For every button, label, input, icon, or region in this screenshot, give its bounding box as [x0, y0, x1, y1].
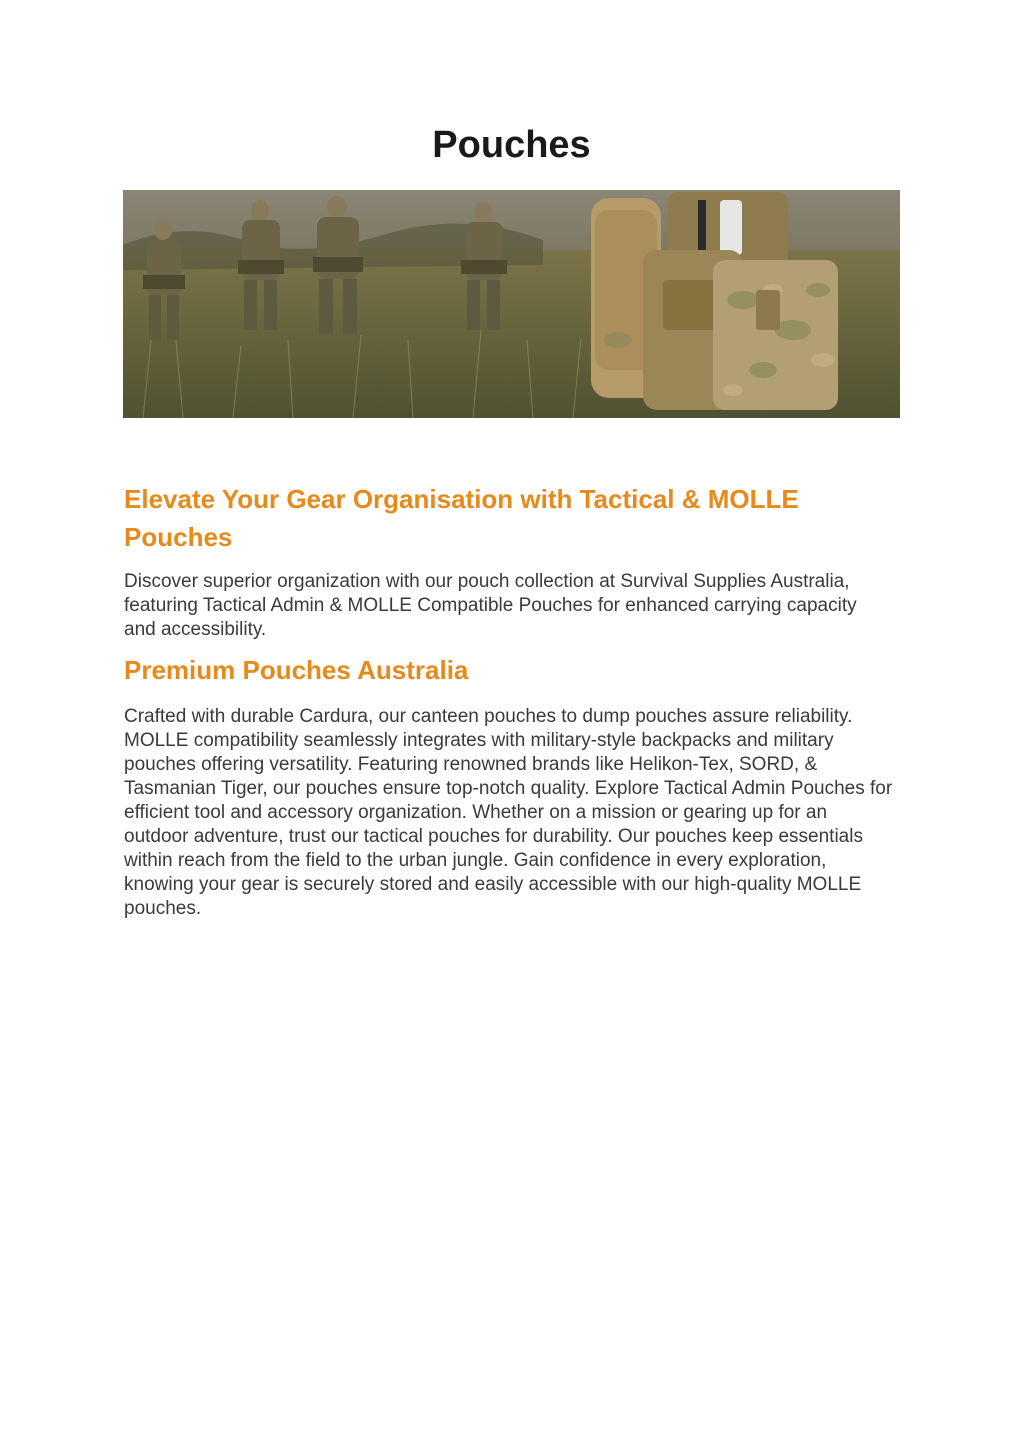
section-body-discover: Discover superior organization with our pouch collection at Survival Supplies Australia, featuring Tactical Admin & MOLLE Compatible Pouches for enhanced carrying capacity and accessibility.	[124, 571, 857, 640]
page-title: Pouches	[432, 124, 591, 166]
section-heading-elevate: Elevate Your Gear Organisation with Tactical & MOLLE Pouches	[124, 484, 799, 552]
section-heading-premium: Premium Pouches Australia	[124, 655, 469, 685]
section-body-crafted: Crafted with durable Cardura, our canteen pouches to dump pouches assure reliability. MOLLE compatibility seamlessly integrates with military-style backpacks and military pouches offering versatility. Featuring renowned brands like Helikon-Tex, SORD, & Tasmanian Tiger, our pouches ensure top-notch quality. Explore Tactical Admin Pouches for efficient tool and accessory organization. Whether on a mission or gearing up for an outdoor adventure, trust our tactical pouches for durability. Our pouches keep essentials within reach from the field to the urban jungle. Gain confidence in every exploration, knowing your gear is securely stored and easily accessible with our high-quality MOLLE pouches.	[124, 706, 893, 919]
hero-banner-image	[123, 190, 900, 418]
